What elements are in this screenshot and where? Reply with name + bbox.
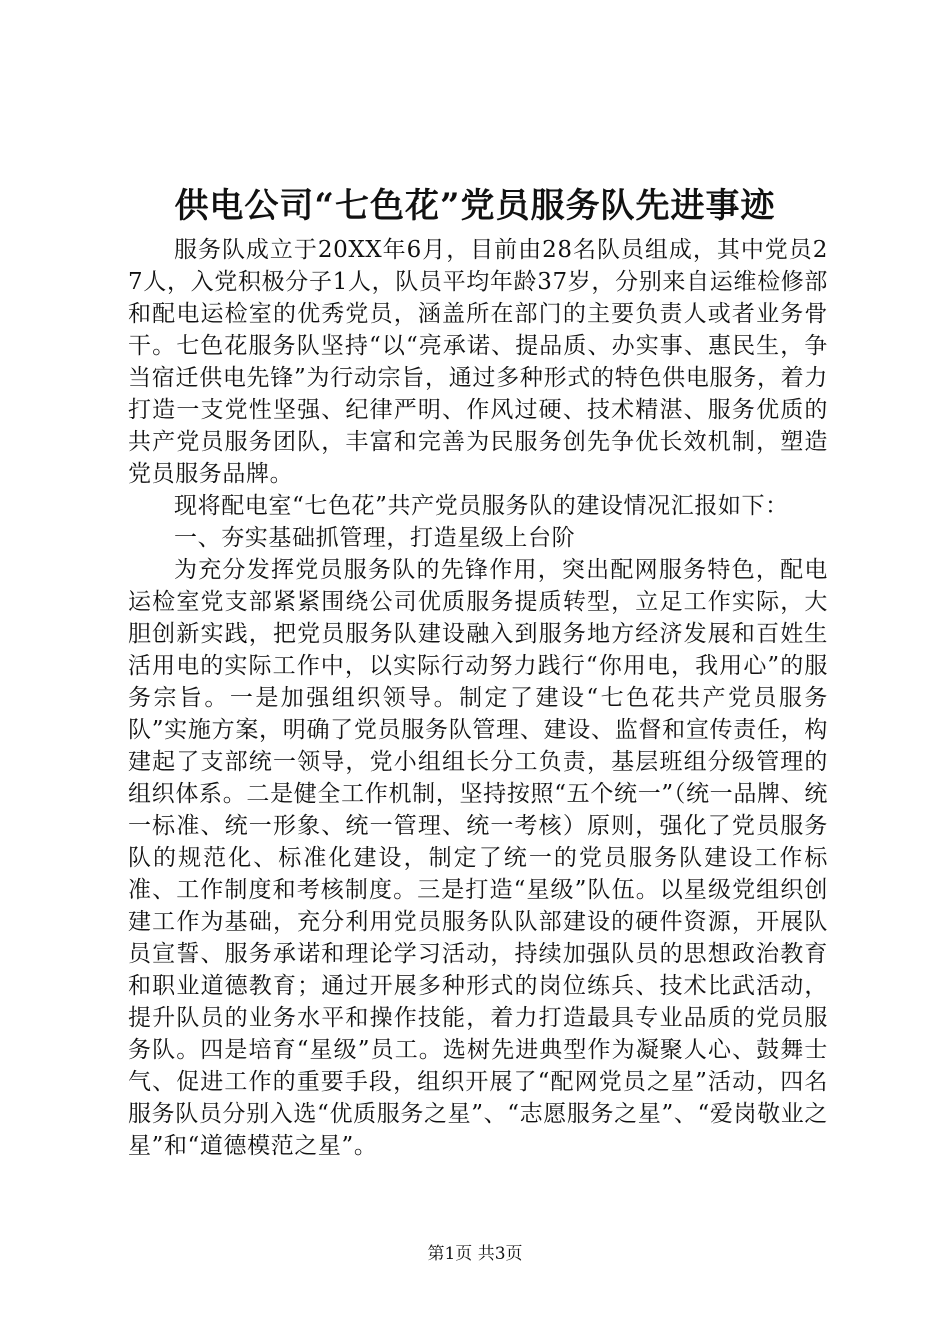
- page-footer: 第1页 共3页: [427, 1244, 523, 1264]
- document-body: [128, 234, 828, 1162]
- report-intro-paragraph: 现将配电室“七色花”共产党员服务队的建设情况汇报如下：: [174, 493, 789, 519]
- document-title: 供电公司“七色花”党员服务队先进事迹: [174, 186, 776, 226]
- intro-paragraph: 服务队成立于20XX年6月，目前由28名队员组成，其中党员27人，入党积极分子1人，队员平均年龄37岁，分别来自运维检修部和配电运检室的优秀党员，涵盖所在部门的主要负责人或者业务骨干。七色花服务队坚持“以“亮承诺、提品质、办实事、惠民生，争当宿迁供电先锋”为行动宗旨，通过多种形式的特色供电服务，着力打造一支党性坚强、纪律严明、作风过硬、技术精湛、服务优质的共产党员服务团队，丰富和完善为民服务创先争优长效机制，塑造党员服务品牌。: [128, 237, 828, 487]
- section-heading: 一、夯实基础抓管理，打造星级上台阶: [174, 525, 576, 551]
- section-paragraph: 为充分发挥党员服务队的先锋作用，突出配网服务特色，配电运检室党支部紧紧围绕公司优质服务提质转型，立足工作实际，大胆创新实践，把党员服务队建设融入到服务地方经济发展和百姓生活用电的实际工作中，以实际行动努力践行“你用电，我用心”的服务宗旨。一是加强组织领导。制定了建设“七色花共产党员服务队”实施方案，明确了党员服务队管理、建设、监督和宣传责任，构建起了支部统一领导，党小组组长分工负责，基层班组分级管理的组织体系。二是健全工作机制，坚持按照“五个统一”（统一品牌、统一标准、统一形象、统一管理、统一考核）原则，强化了党员服务队的规范化、标准化建设，制定了统一的党员服务队建设工作标准、工作制度和考核制度。三是打造“星级”队伍。以星级党组织创建工作为基础，充分利用党员服务队队部建设的硬件资源，开展队员宣誓、服务承诺和理论学习活动，持续加强队员的思想政治教育和职业道德教育；通过开展多种形式的岗位练兵、技术比武活动，提升队员的业务水平和操作技能，着力打造最具专业品质的党员服务队。四是培育“星级”员工。选树先进典型作为凝聚人心、鼓舞士气、促进工作的重要手段，组织开展了“配网党员之星”活动，四名服务队员分别入选“优质服务之星”、“志愿服务之星”、“爱岗敬业之星”和“道德模范之星”。: [128, 557, 828, 1159]
